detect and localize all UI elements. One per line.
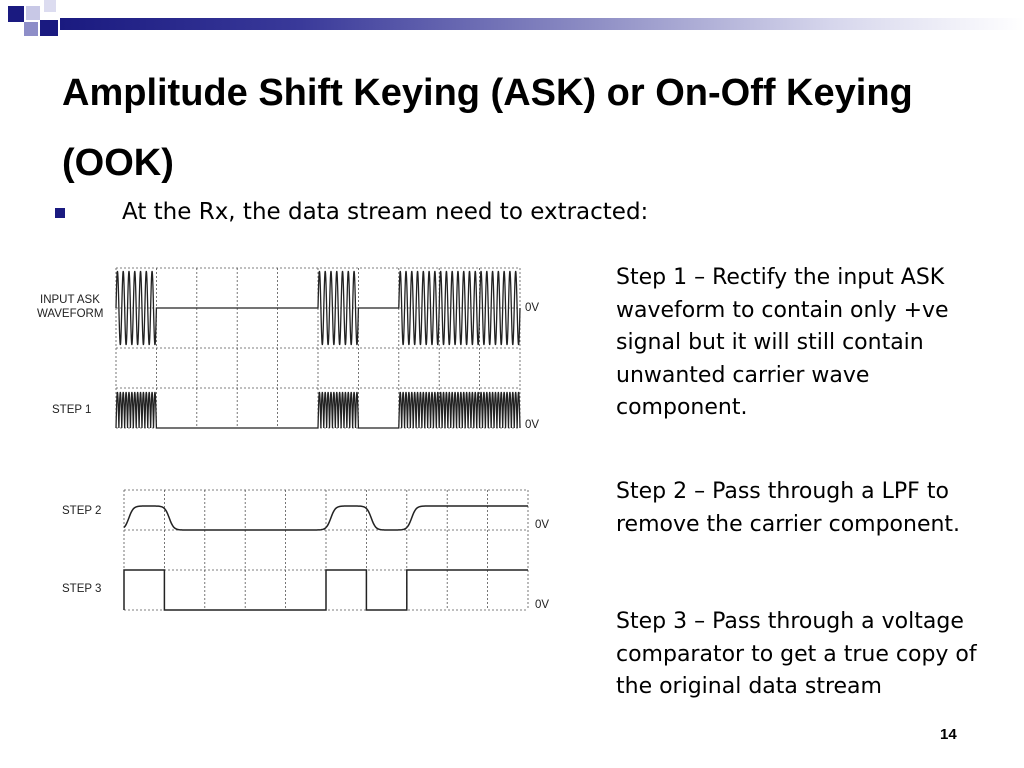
deco-square <box>44 0 56 12</box>
slide-title: Amplitude Shift Keying (ASK) or On-Off Keying (OOK) <box>62 72 913 184</box>
header-decoration <box>0 0 1024 50</box>
zero-volt-label: 0V <box>535 599 550 611</box>
label-input-ask: INPUT ASK <box>40 294 100 306</box>
step2-text: Step 2 – Pass through a LPF to remove the carrier component. <box>616 479 961 537</box>
deco-square <box>8 6 24 22</box>
deco-square <box>24 22 38 36</box>
deco-square <box>40 20 58 36</box>
bullet-text: At the Rx, the data stream need to extracted: <box>122 199 649 225</box>
step3-comparator-waveform <box>124 570 528 610</box>
step3-text: Step 3 – Pass through a voltage comparator to get a true copy of the original data stream <box>616 609 977 699</box>
page-number: 14 <box>940 726 957 743</box>
label-step3: STEP 3 <box>62 583 102 595</box>
header-gradient-bar <box>60 18 1024 30</box>
step1-text: Step 1 – Rectify the input ASK waveform to contain only +ve signal but it will still contain unwanted carrier wave component. <box>616 265 949 420</box>
ask-waveform-figure <box>30 258 590 618</box>
zero-volt-label: 0V <box>525 302 540 314</box>
deco-square <box>26 6 40 20</box>
label-step2: STEP 2 <box>62 505 102 517</box>
bullet-icon <box>55 208 65 218</box>
zero-volt-label: 0V <box>535 519 550 531</box>
label-step1: STEP 1 <box>52 404 92 416</box>
label-waveform: WAVEFORM <box>37 308 104 320</box>
zero-volt-label: 0V <box>525 419 540 431</box>
